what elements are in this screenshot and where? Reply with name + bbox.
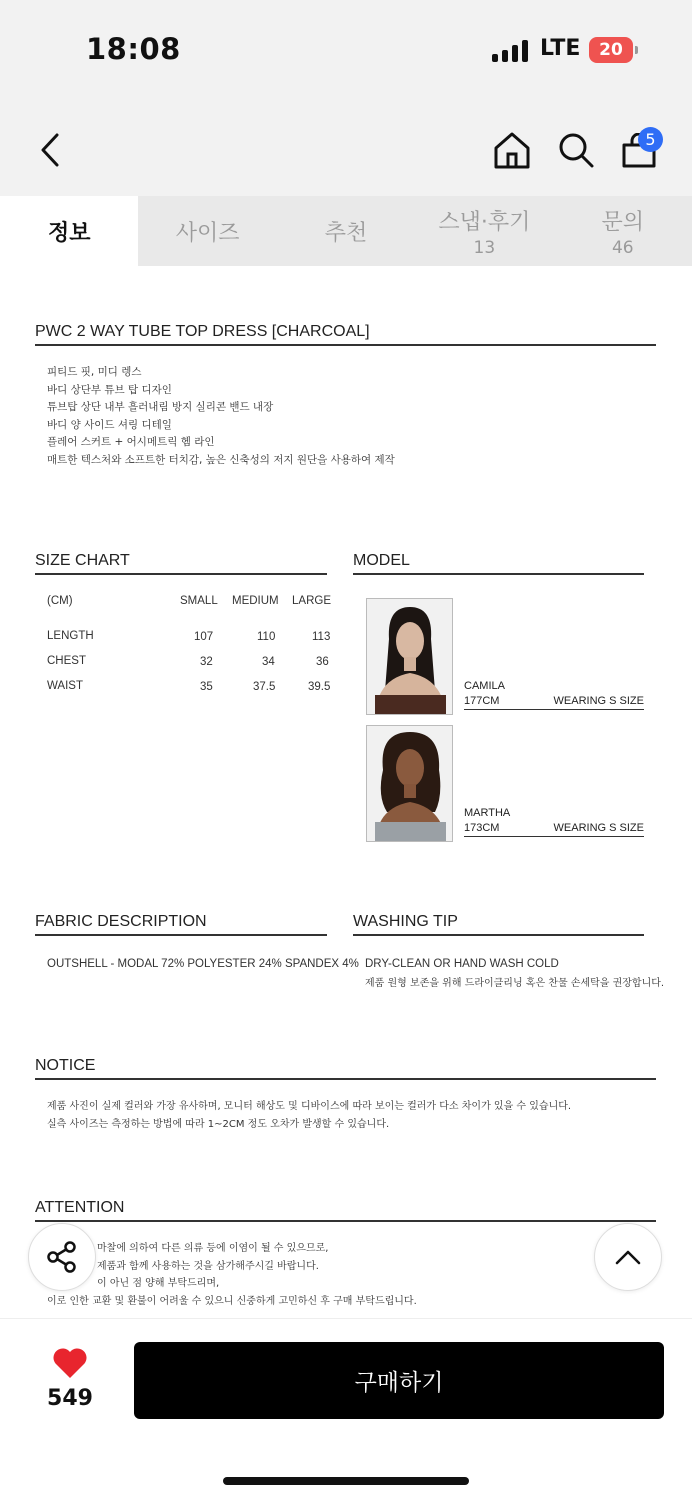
home-indicator [223,1477,469,1485]
buy-button[interactable] [134,1342,664,1419]
scroll-top-button[interactable] [594,1223,662,1291]
network-type: LTE [540,36,581,61]
model-title: MODEL [353,552,644,575]
attention-line: 제품과 함께 사용하는 것을 삼가해주시길 바랍니다. [97,1260,319,1272]
battery-level: 20 [599,40,623,60]
model-height: 173CM [464,822,500,834]
washing-text: DRY-CLEAN OR HAND WASH COLD [365,958,559,970]
washing-title: WASHING TIP [353,913,644,936]
model-info [464,680,644,710]
attention-text [47,1240,417,1310]
size-cell: 35 [200,681,213,693]
tab-label: 문의 [601,209,645,235]
model-info [464,807,644,837]
share-icon [45,1240,79,1274]
battery-icon [589,37,633,63]
product-title: PWC 2 WAY TUBE TOP DRESS [CHARCOAL] [35,323,656,346]
description-line: 매트한 텍스처와 소프트한 터치감, 높은 신축성의 저지 원단을 사용하여 제작 [47,453,395,466]
notice-line: 실측 사이즈는 측정하는 방법에 따라 1~2CM 정도 오차가 발생할 수 있습니다. [47,1118,390,1130]
size-col-header: SMALL [180,595,218,607]
signal-icon [492,40,528,62]
tab-count: 13 [473,237,496,258]
home-icon[interactable] [492,130,532,170]
tab-label: 사이즈 [175,220,240,246]
size-chart-unit: (CM) [47,595,73,607]
description-line: 피티드 핏, 미디 렝스 [47,366,142,378]
battery-nub [635,46,638,54]
notice-line: 제품 사진이 실제 컬러와 가장 유사하며, 모니터 해상도 및 디바이스에 따라 보이는 컬러가 다소 차이가 있을 수 있습니다. [47,1101,572,1112]
chevron-up-icon [613,1247,643,1267]
heart-icon[interactable] [52,1347,88,1379]
size-cell: 110 [257,631,276,643]
tab-info[interactable] [0,196,138,266]
model-height: 177CM [464,695,500,707]
tab-snap-review[interactable] [415,196,553,266]
size-chart-title: SIZE CHART [35,552,327,575]
tab-count: 46 [611,237,634,258]
status-bar [0,0,692,100]
tab-label: 스냅·후기 [438,209,531,235]
search-icon[interactable] [557,131,595,169]
size-row-label: LENGTH [47,630,94,642]
washing-text-ko: 제품 원형 보존을 위해 드라이클리닝 혹은 찬물 손세탁을 권장합니다. [365,978,665,989]
model-wearing: WEARING S SIZE [553,695,644,707]
size-cell: 107 [194,631,214,643]
description-line: 바디 상단부 튜브 탑 디자인 [47,383,172,396]
size-col-header: LARGE [292,595,331,607]
description-line: 바디 양 사이드 셔링 디테일 [47,418,172,431]
size-cell: 32 [200,656,213,668]
cart-count-badge: 5 [638,127,663,152]
model-name: MARTHA [464,807,511,819]
model-wearing: WEARING S SIZE [553,822,644,834]
product-description [47,364,395,469]
tab-label: 정보 [47,220,91,246]
fabric-text: OUTSHELL - MODAL 72% POLYESTER 24% SPANDEX 4% [47,958,359,970]
description-line: 튜브탑 상단 내부 흘러내림 방지 실리콘 밴드 내장 [47,401,274,413]
model-photo [366,725,453,842]
model-photo [366,598,453,715]
model-name: CAMILA [464,680,505,692]
back-arrow-icon[interactable] [38,132,62,168]
size-cell: 34 [262,656,275,668]
size-col-header: MEDIUM [232,595,279,607]
size-cell: 113 [312,631,331,643]
status-time: 18:08 [86,32,181,66]
size-cell: 39.5 [308,681,331,693]
notice-title: NOTICE [35,1057,656,1080]
attention-title: ATTENTION [35,1199,656,1222]
tab-inquiry[interactable] [554,196,692,266]
share-button[interactable] [28,1223,96,1291]
buy-button-label: 구매하기 [354,1370,444,1396]
size-row-label: WAIST [47,680,83,692]
size-row-label: CHEST [47,655,86,667]
tab-recommend[interactable] [277,196,415,266]
attention-line: 마찰에 의하여 다른 의류 등에 이염이 될 수 있으므로, [97,1243,329,1254]
tab-size[interactable] [138,196,276,266]
description-line: 플레어 스커트 + 어시메트릭 헴 라인 [47,436,215,448]
size-cell: 37.5 [253,681,276,693]
size-cell: 36 [316,656,329,668]
tab-label: 추천 [324,220,368,246]
attention-line: 이 아닌 점 양해 부탁드리며, [97,1278,220,1289]
like-count: 549 [47,1386,93,1411]
attention-line: 이로 인한 교환 및 환불이 어려울 수 있으니 신중하게 고민하신 후 구매 부탁드립니다. [47,1295,417,1307]
product-tabs [0,196,692,266]
fabric-title: FABRIC DESCRIPTION [35,913,327,936]
notice-text [47,1098,571,1133]
